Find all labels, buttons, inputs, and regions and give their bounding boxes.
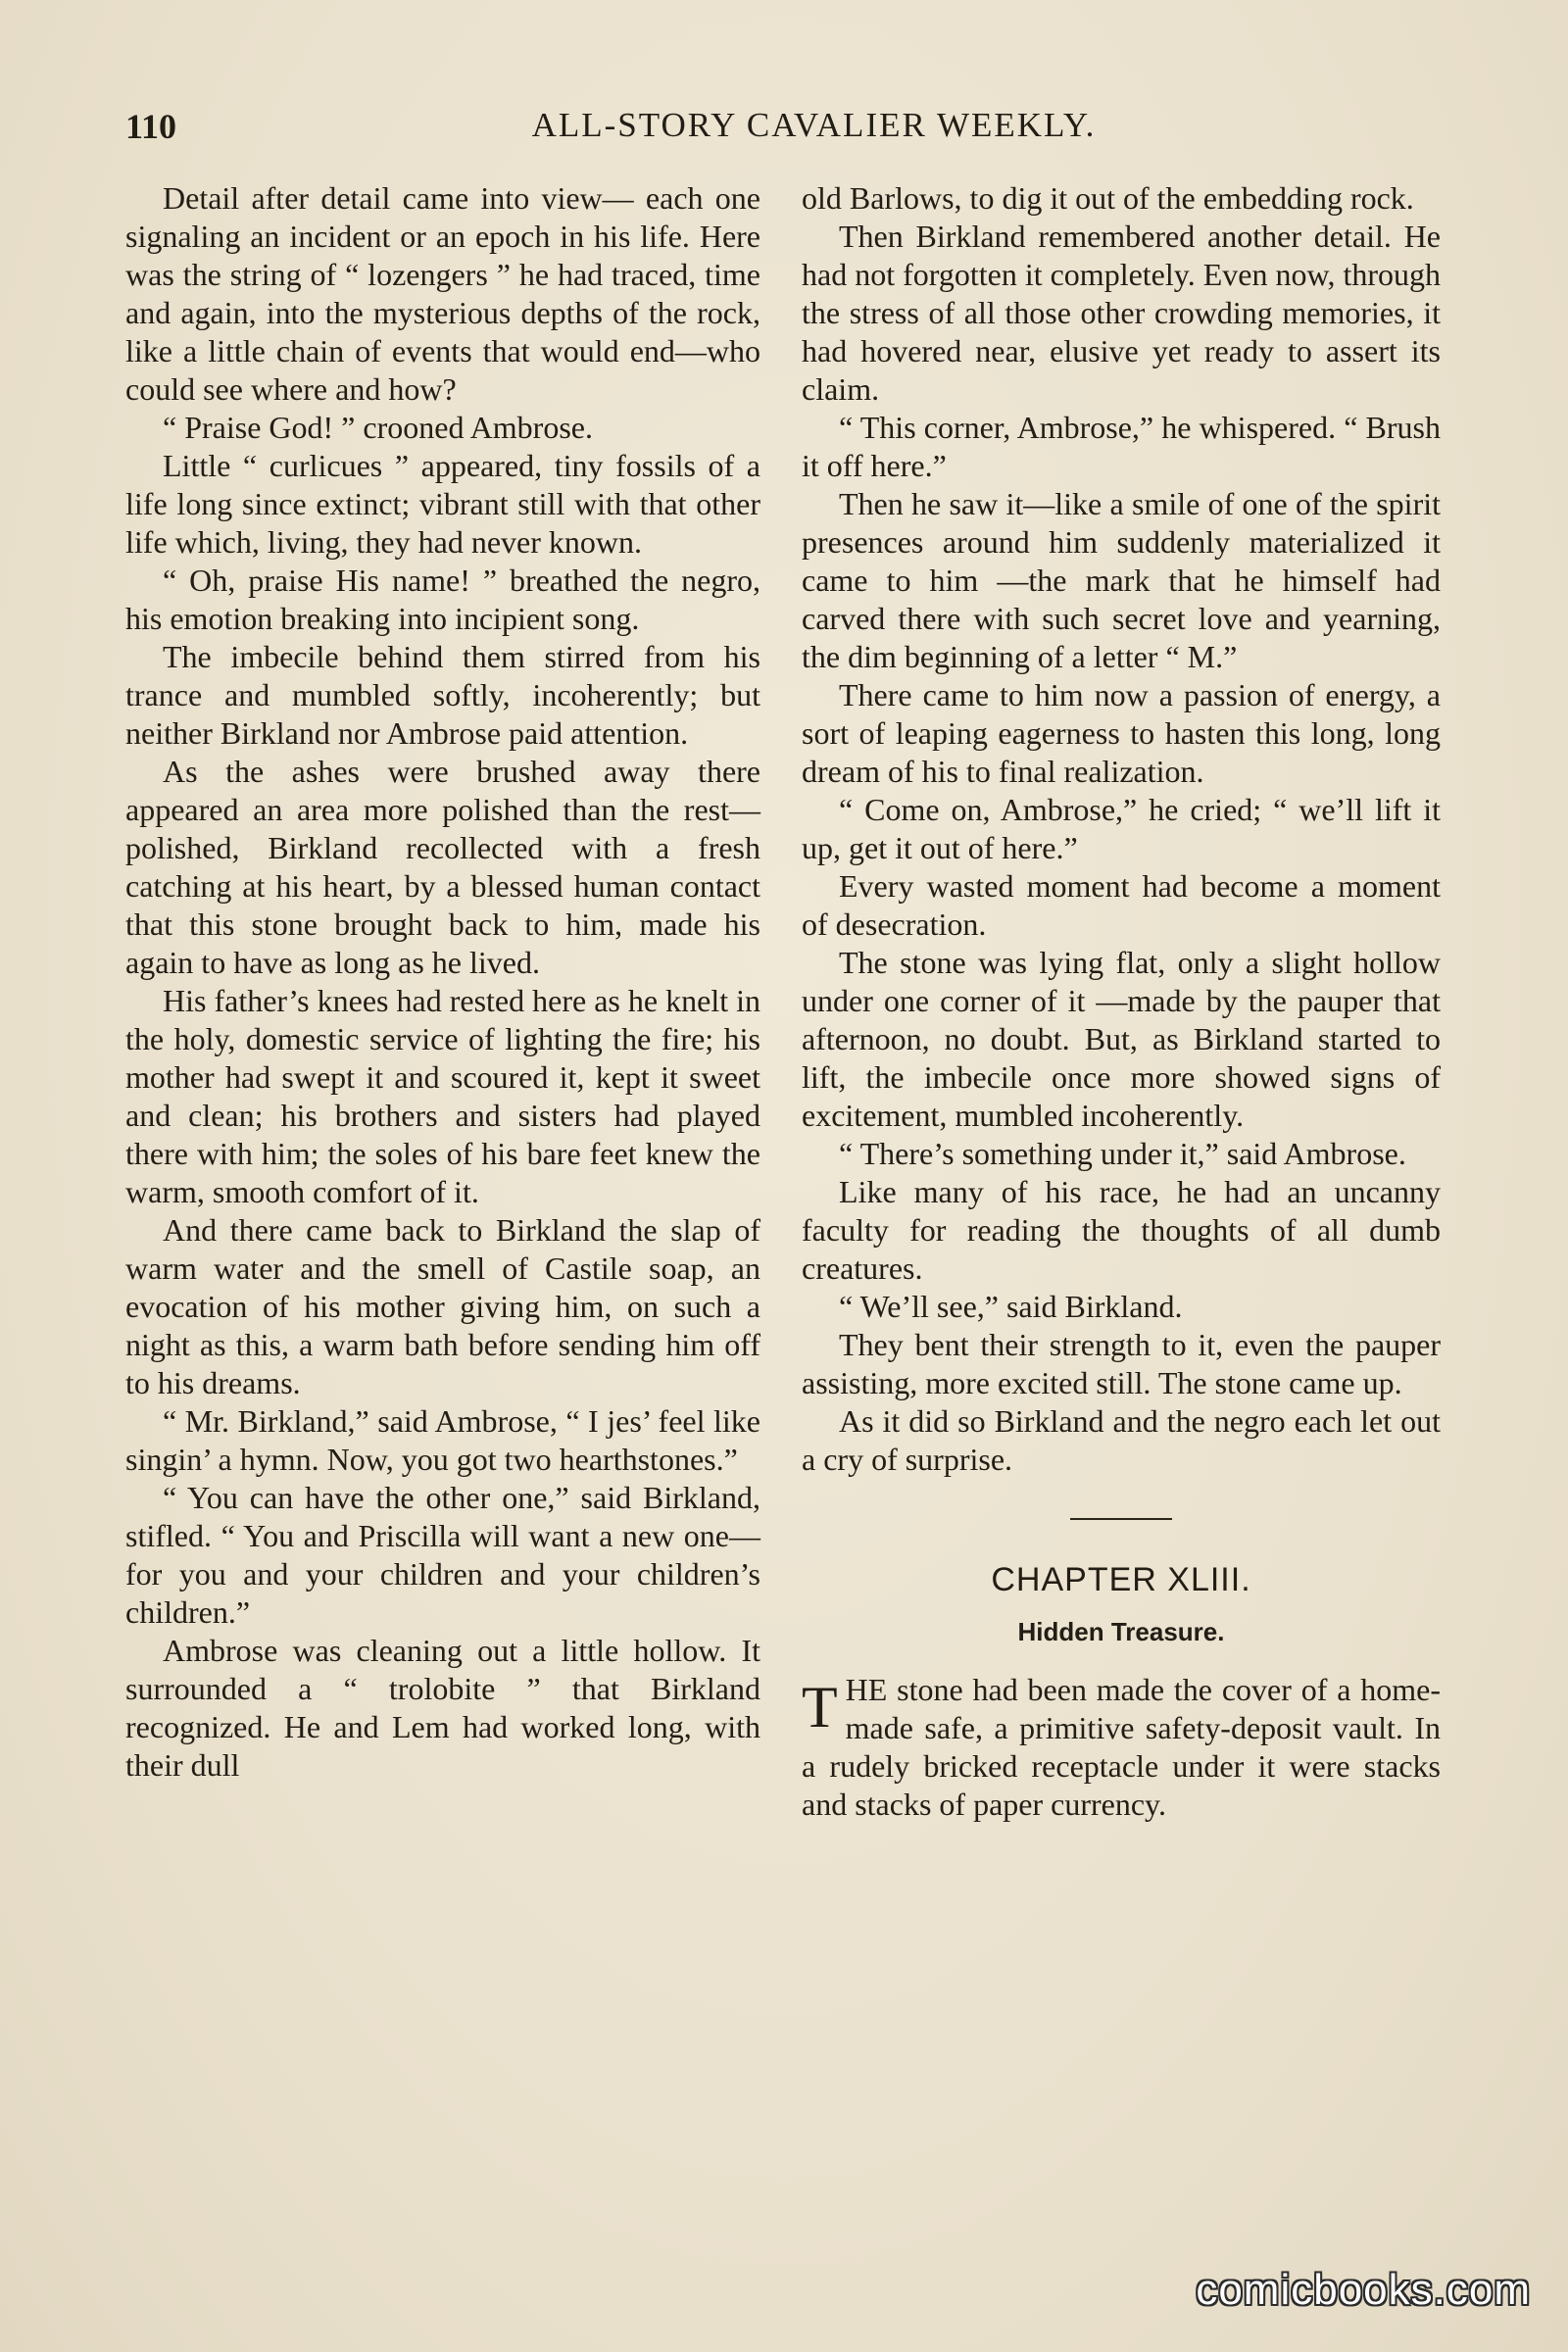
paragraph: “ Praise God! ” crooned Ambrose.	[163, 410, 593, 445]
paragraph: Detail after detail came into view— each one signaling an incident or an epoch in his life. Here was the string of “ lozengers ” he had traced, time and again, into the mysterious depths of the rock, like a little chain of events that would end—who could see where and how?	[125, 180, 760, 407]
chapter-opening-text: HE stone had been made the cover of a home-made safe, a primitive safety-deposit vault. In a rudely bricked receptacle under it were stacks and stacks of paper currency.	[802, 1672, 1441, 1822]
paragraph: Little “ curlicues ” appeared, tiny fossils of a life long since extinct; vibrant still with that other life which, living, they had never known.	[125, 448, 760, 560]
paragraph: And there came back to Birkland the slap of warm water and the smell of Castile soap, an evocation of his mother giving him, on such a night as this, a warm bath before sending him off to his dreams.	[125, 1212, 760, 1400]
left-column	[125, 179, 760, 1785]
paragraph: “ There’s something under it,” said Ambrose.	[839, 1136, 1406, 1171]
paragraph: “ Mr. Birkland,” said Ambrose, “ I jes’ feel like singin’ a hymn. Now, you got two hearthstones.”	[125, 1403, 760, 1477]
paragraph: There came to him now a passion of energy, a sort of leaping eagerness to hasten this long, long dream of his to final realization.	[802, 677, 1441, 789]
right-column	[802, 179, 1441, 1824]
paragraph: As it did so Birkland and the negro each let out a cry of surprise.	[802, 1403, 1441, 1477]
paragraph: Like many of his race, he had an uncanny faculty for reading the thoughts of all dumb creatures.	[802, 1174, 1441, 1286]
paragraph: “ Oh, praise His name! ” breathed the negro, his emotion breaking into incipient song.	[125, 563, 760, 636]
paragraph: The stone was lying flat, only a slight hollow under one corner of it —made by the pauper that afternoon, no doubt. But, as Birkland started to lift, the imbecile once more showed signs of excitement, mumbled incoherently.	[802, 945, 1441, 1133]
paragraph: “ We’ll see,” said Birkland.	[839, 1289, 1183, 1324]
paragraph: Every wasted moment had become a moment of desecration.	[802, 868, 1441, 942]
paragraph: As the ashes were brushed away there appeared an area more polished than the rest—polished, Birkland recollected with a fresh catching at his heart, by a blessed human contact that this stone brought back to him, made his again to have as long as he lived.	[125, 754, 760, 980]
running-title: ALL-STORY CAVALIER WEEKLY.	[531, 106, 1097, 144]
paragraph: Then he saw it—like a smile of one of the spirit presences around him suddenly materialized it came to him —the mark that he himself had carved there with such secret love and yearning, the dim beginning of a letter “ M.”	[802, 486, 1441, 674]
paragraph: His father’s knees had rested here as he knelt in the holy, domestic service of lighting the fire; his mother had swept it and scoured it, kept it sweet and clean; his brothers and sisters had played there with him; the soles of his bare feet knew the warm, smooth comfort of it.	[125, 983, 760, 1209]
paragraph: “ Come on, Ambrose,” he cried; “ we’ll lift it up, get it out of here.”	[802, 792, 1441, 865]
page-number: 110	[125, 107, 177, 146]
paragraph: Ambrose was cleaning out a little hollow. It surrounded a “ trolobite ” that Birkland recognized. He and Lem had worked long, with their dull	[125, 1633, 760, 1783]
paragraph: They bent their strength to it, even the pauper assisting, more excited still. The stone came up.	[802, 1327, 1441, 1400]
drop-cap: T	[802, 1675, 838, 1740]
section-divider	[1070, 1518, 1172, 1520]
paragraph: The imbecile behind them stirred from his trance and mumbled softly, incoherently; but neither Birkland nor Ambrose paid attention.	[125, 639, 760, 751]
site-watermark: comicbooks.com	[1196, 2266, 1531, 2314]
paragraph: “ You can have the other one,” said Birkland, stifled. “ You and Priscilla will want a new one—for you and your children and your children’s children.”	[125, 1480, 760, 1630]
chapter-subtitle: Hidden Treasure.	[1017, 1617, 1225, 1646]
chapter-title: CHAPTER XLIII.	[991, 1561, 1251, 1598]
paragraph-continuation: old Barlows, to dig it out of the embedding rock.	[802, 180, 1414, 216]
page-header	[125, 106, 1444, 155]
paragraph: Then Birkland remembered another detail. He had not forgotten it completely. Even now, through the stress of all those other crowding memories, it had hovered near, elusive yet ready to assert its claim.	[802, 219, 1442, 407]
paragraph: “ This corner, Ambrose,” he whispered. “ Brush it off here.”	[802, 410, 1441, 483]
chapter-opening-paragraph	[802, 1671, 1441, 1824]
